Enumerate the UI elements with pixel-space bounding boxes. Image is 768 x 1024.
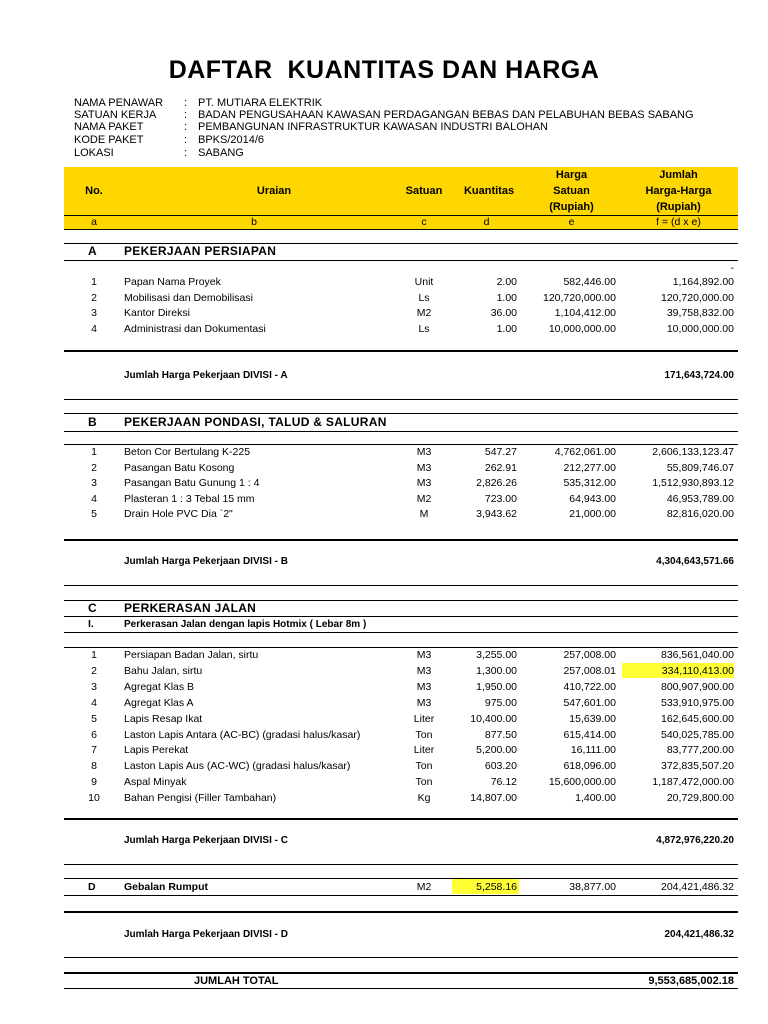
col-code-f: f = (d x e) <box>656 216 701 228</box>
col-code-b: b <box>251 216 257 228</box>
item-satuan: M3 <box>416 680 432 693</box>
divider <box>64 818 738 820</box>
item-kuantitas: 1.00 <box>496 291 517 304</box>
item-jumlah: 1,164,892.00 <box>672 276 734 288</box>
header-colon: : <box>184 121 188 133</box>
item-no: 10 <box>88 792 100 805</box>
item-harga: 15,600,000.00 <box>548 776 616 789</box>
item-harga: 1,104,412.00 <box>554 307 616 319</box>
section-c-total-value: 4,872,976,220.20 <box>656 835 734 846</box>
item-no: 9 <box>91 776 97 789</box>
divider <box>64 585 738 586</box>
item-jumlah: 533,910,975.00 <box>661 696 734 709</box>
item-satuan: M2 <box>416 492 432 505</box>
item-kuantitas: 14,807.00 <box>470 792 517 805</box>
grand-total-label: JUMLAH TOTAL <box>194 975 279 987</box>
item-kuantitas: 2.00 <box>496 276 517 288</box>
document-title: DAFTAR KUANTITAS DAN HARGA <box>168 56 600 84</box>
item-jumlah: 800,907,900.00 <box>661 680 734 693</box>
item-harga: 257,008.01 <box>563 664 616 677</box>
item-kuantitas: 36.00 <box>490 307 517 319</box>
item-no: 4 <box>91 492 97 505</box>
item-kuantitas: 2,826.26 <box>476 477 517 489</box>
header-colon: : <box>184 147 188 159</box>
item-harga: 16,111.00 <box>570 744 616 757</box>
item-harga: 615,414.00 <box>563 728 616 741</box>
item-harga: 1,400.00 <box>575 792 616 805</box>
section-d-jumlah: 204,421,486.32 <box>661 881 734 893</box>
col-code-e: e <box>568 216 575 228</box>
divider <box>64 632 738 633</box>
item-kuantitas: 1,950.00 <box>476 680 517 693</box>
item-jumlah: 540,025,785.00 <box>661 728 734 741</box>
col-header-harga-2: Satuan <box>553 185 590 197</box>
section-d-total-value: 204,421,486.32 <box>664 929 734 940</box>
item-harga: 535,312.00 <box>563 477 616 489</box>
item-jumlah: 120,720,000.00 <box>661 291 734 304</box>
divider <box>64 957 738 958</box>
col-header-jumlah-1: Jumlah <box>659 169 698 181</box>
item-jumlah: 162,645,600.00 <box>661 712 734 725</box>
item-uraian: Beton Cor Bertulang K-225 <box>124 446 251 458</box>
col-header-harga-3: (Rupiah) <box>549 201 594 213</box>
divider <box>64 988 738 989</box>
item-jumlah: 836,561,040.00 <box>661 649 734 661</box>
item-no: 2 <box>91 664 97 677</box>
header-label: LOKASI <box>74 147 114 159</box>
item-harga: 21,000.00 <box>569 508 616 520</box>
item-jumlah: 39,758,832.00 <box>666 307 734 319</box>
item-kuantitas: 547.27 <box>484 446 517 458</box>
divider <box>64 911 738 913</box>
item-no: 8 <box>91 760 97 773</box>
item-kuantitas: 10,400.00 <box>470 712 517 725</box>
item-no: 2 <box>91 461 97 474</box>
quantity-price-table <box>64 167 738 987</box>
item-kuantitas: 3,255.00 <box>476 649 517 661</box>
item-uraian: Mobilisasi dan Demobilisasi <box>124 291 253 304</box>
item-no: 5 <box>91 712 97 725</box>
section-c-sub-title: Perkerasan Jalan dengan lapis Hotmix ( Lebar 8m ) <box>124 619 367 630</box>
item-satuan: M3 <box>416 649 432 661</box>
header-colon: : <box>184 109 188 121</box>
item-uraian: Bahan Pengisi (Filler Tambahan) <box>124 792 277 805</box>
item-no: 4 <box>91 696 97 709</box>
section-c-letter: C <box>88 601 97 615</box>
header-label: SATUAN KERJA <box>74 109 157 121</box>
section-a-dash: - <box>730 262 734 274</box>
item-uraian: Papan Nama Proyek <box>124 276 221 288</box>
item-kuantitas: 76.12 <box>490 776 517 789</box>
item-no: 2 <box>91 291 97 304</box>
item-no: 5 <box>91 508 97 520</box>
divider <box>64 616 738 617</box>
item-satuan: M2 <box>416 307 432 319</box>
section-c-sub-no: I. <box>88 618 94 630</box>
divider <box>64 399 738 400</box>
item-harga: 618,096.00 <box>563 760 616 773</box>
header-label: NAMA PENAWAR <box>74 97 164 109</box>
item-harga: 212,277.00 <box>563 461 616 474</box>
item-jumlah: 20,729,800.00 <box>666 792 734 805</box>
item-no: 1 <box>91 276 97 288</box>
item-no: 3 <box>91 307 97 319</box>
header-label: NAMA PAKET <box>74 121 144 133</box>
divider <box>64 431 738 432</box>
divider <box>64 878 738 879</box>
item-kuantitas: 603.20 <box>484 760 517 773</box>
item-uraian: Drain Hole PVC Dia `2" <box>124 508 233 520</box>
divider <box>64 647 738 648</box>
item-jumlah: 82,816,020.00 <box>666 508 734 520</box>
col-header-satuan: Satuan <box>405 185 443 197</box>
item-kuantitas: 262.91 <box>484 461 517 474</box>
item-uraian: Lapis Resap Ikat <box>124 712 203 725</box>
item-uraian: Laston Lapis Antara (AC-BC) (gradasi halus/kasar) <box>124 728 361 741</box>
item-uraian: Plasteran 1 : 3 Tebal 15 mm <box>124 492 255 505</box>
item-satuan: M3 <box>416 461 432 474</box>
divider <box>64 229 738 230</box>
item-uraian: Aspal Minyak <box>124 776 187 789</box>
item-kuantitas: 1.00 <box>496 322 517 335</box>
grand-total-value: 9,553,685,002.18 <box>648 975 734 987</box>
section-b-total-label: Jumlah Harga Pekerjaan DIVISI - B <box>124 556 288 567</box>
item-kuantitas: 3,943.62 <box>476 508 517 520</box>
item-no: 4 <box>91 322 97 335</box>
item-harga: 4,762,061.00 <box>554 446 616 458</box>
item-jumlah: 10,000,000.00 <box>666 322 734 335</box>
col-header-uraian: Uraian <box>256 185 292 197</box>
section-d-kuantitas: 5,258.16 <box>476 881 517 893</box>
item-jumlah: 2,606,133,123.47 <box>652 446 734 458</box>
item-satuan: M3 <box>416 664 432 677</box>
section-b-title: PEKERJAAN PONDASI, TALUD & SALURAN <box>124 415 387 429</box>
header-label: KODE PAKET <box>74 134 144 146</box>
section-c-title: PERKERASAN JALAN <box>124 601 257 615</box>
item-harga: 15,639.00 <box>569 712 616 725</box>
section-d-total-label: Jumlah Harga Pekerjaan DIVISI - D <box>124 929 288 940</box>
item-uraian: Administrasi dan Dokumentasi <box>124 322 266 335</box>
divider <box>64 864 738 865</box>
header-colon: : <box>184 97 188 109</box>
item-jumlah: 83,777,200.00 <box>666 744 734 757</box>
item-satuan: Ls <box>418 291 430 304</box>
item-no: 3 <box>91 477 97 489</box>
item-jumlah: 1,187,472,000.00 <box>652 776 734 789</box>
divider <box>64 350 738 352</box>
item-satuan: Kg <box>417 792 431 805</box>
divider <box>64 444 738 445</box>
item-satuan: M3 <box>416 446 432 458</box>
header-value: BPKS/2014/6 <box>198 134 265 146</box>
item-jumlah: 334,110,413.00 <box>661 664 734 677</box>
item-kuantitas: 877.50 <box>484 728 517 741</box>
item-uraian: Pasangan Batu Kosong <box>124 461 235 474</box>
item-jumlah: 372,835,507.20 <box>661 760 734 773</box>
col-header-no: No. <box>85 185 103 197</box>
header-value: PT. MUTIARA ELEKTRIK <box>198 97 323 109</box>
header-value: PEMBANGUNAN INFRASTRUKTUR KAWASAN INDUSTRI BALOHAN <box>198 121 549 133</box>
item-kuantitas: 5,200.00 <box>476 744 517 757</box>
item-satuan: Liter <box>413 712 435 725</box>
divider <box>64 972 738 974</box>
item-harga: 410,722.00 <box>563 680 616 693</box>
item-satuan: M3 <box>416 477 432 489</box>
item-kuantitas: 1,300.00 <box>476 664 517 677</box>
item-harga: 257,008.00 <box>563 649 616 661</box>
item-satuan: M <box>419 508 429 520</box>
col-header-harga-1: Harga <box>555 169 588 181</box>
item-kuantitas: 723.00 <box>484 492 517 505</box>
section-a-total-value: 171,643,724.00 <box>664 370 734 381</box>
col-code-d: d <box>483 216 490 228</box>
divider <box>64 413 738 414</box>
header-value: SABANG <box>198 147 244 159</box>
item-harga: 547,601.00 <box>563 696 616 709</box>
section-d-letter: D <box>88 881 96 893</box>
divider <box>64 895 738 896</box>
item-satuan: Unit <box>414 276 434 288</box>
item-jumlah: 1,512,930,893.12 <box>652 477 734 489</box>
item-no: 3 <box>91 680 97 693</box>
item-harga: 10,000,000.00 <box>548 322 616 335</box>
item-no: 7 <box>91 744 97 757</box>
item-uraian: Kantor Direksi <box>124 307 190 319</box>
item-harga: 64,943.00 <box>569 492 616 505</box>
item-satuan: Ton <box>415 776 433 789</box>
section-a-title: PEKERJAAN PERSIAPAN <box>124 244 277 258</box>
item-satuan: M3 <box>416 696 432 709</box>
section-a-letter: A <box>88 244 97 258</box>
item-uraian: Lapis Perekat <box>124 744 189 757</box>
item-no: 1 <box>91 446 97 458</box>
item-no: 1 <box>91 649 97 661</box>
section-d-satuan: M2 <box>416 881 432 893</box>
item-uraian: Agregat Klas A <box>124 696 194 709</box>
header-colon: : <box>184 134 188 146</box>
section-b-letter: B <box>88 415 97 429</box>
col-header-jumlah-2: Harga-Harga <box>645 185 712 197</box>
divider <box>64 260 738 261</box>
divider <box>64 539 738 541</box>
item-no: 6 <box>91 728 97 741</box>
section-a-total-label: Jumlah Harga Pekerjaan DIVISI - A <box>124 370 288 381</box>
col-header-kuantitas: Kuantitas <box>463 185 515 197</box>
item-uraian: Laston Lapis Aus (AC-WC) (gradasi halus/kasar) <box>124 760 351 773</box>
item-harga: 582,446.00 <box>563 276 616 288</box>
col-code-a: a <box>91 216 97 228</box>
item-satuan: Ton <box>415 760 433 773</box>
item-uraian: Pasangan Batu Gunung 1 : 4 <box>124 477 260 489</box>
item-jumlah: 46,953,789.00 <box>666 492 734 505</box>
item-satuan: Ls <box>418 322 430 335</box>
item-satuan: Liter <box>413 744 435 757</box>
col-code-c: c <box>421 216 427 228</box>
col-header-jumlah-3: (Rupiah) <box>656 201 701 213</box>
item-uraian: Bahu Jalan, sirtu <box>124 664 203 677</box>
header-value: BADAN PENGUSAHAAN KAWASAN PERDAGANGAN BEBAS DAN PELABUHAN BEBAS SABANG <box>198 109 694 121</box>
item-uraian: Persiapan Badan Jalan, sirtu <box>124 649 259 661</box>
section-d-uraian: Gebalan Rumput <box>124 881 209 893</box>
item-harga: 120,720,000.00 <box>543 291 616 304</box>
item-uraian: Agregat Klas B <box>124 680 195 693</box>
item-jumlah: 55,809,746.07 <box>666 461 734 474</box>
section-b-total-value: 4,304,643,571.66 <box>656 556 734 567</box>
section-c-total-label: Jumlah Harga Pekerjaan DIVISI - C <box>124 835 288 846</box>
item-satuan: Ton <box>415 728 433 741</box>
section-d-harga: 38,877.00 <box>569 881 616 893</box>
item-kuantitas: 975.00 <box>484 696 517 709</box>
